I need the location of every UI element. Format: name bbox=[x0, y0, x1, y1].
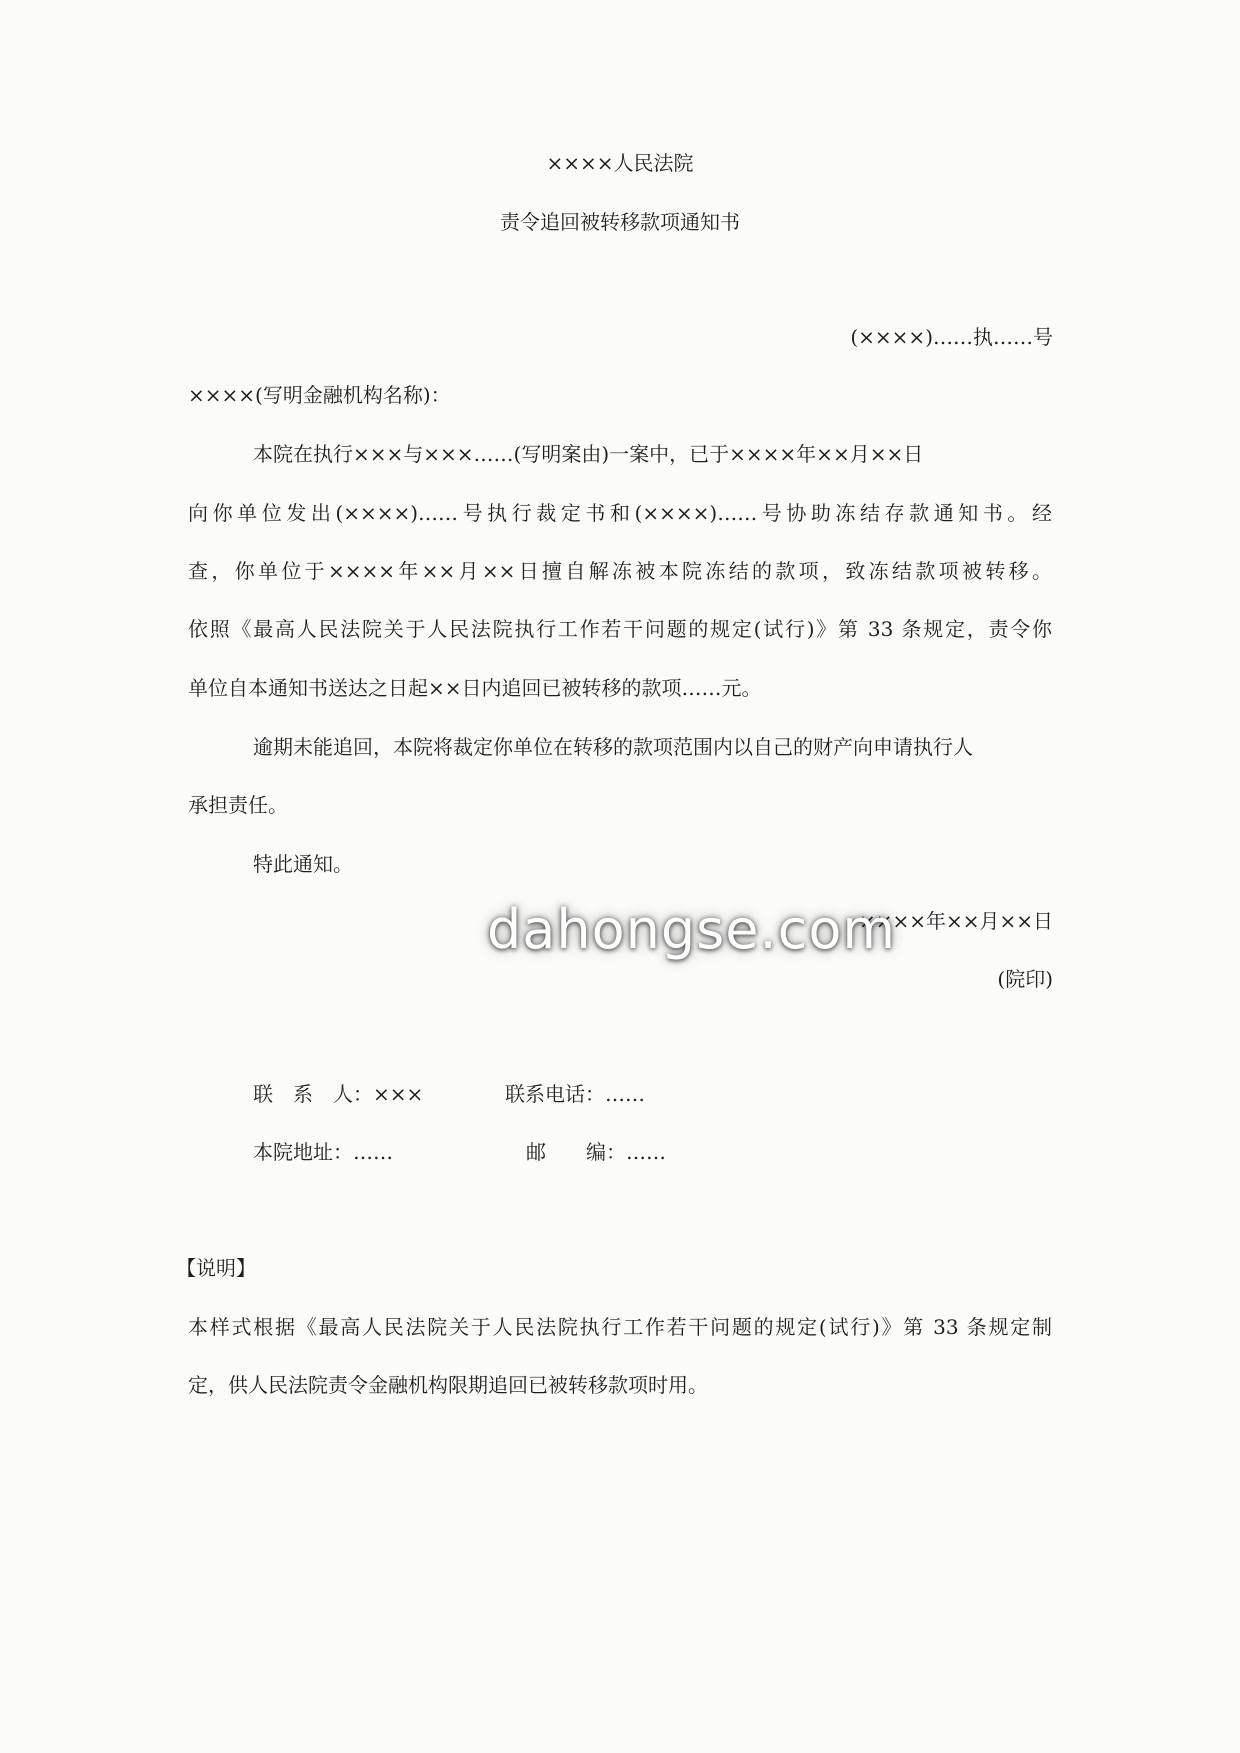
note-line: 定，供人民法院责令金融机构限期追回已被转移款项时用。 bbox=[188, 1373, 708, 1397]
paragraph1-line: 向你单位发出(××××)……号执行裁定书和(××××)……号协助冻结存款通知书。经 bbox=[188, 501, 1052, 525]
court-seal: (院印) bbox=[997, 967, 1053, 991]
postcode: 邮 编：…… bbox=[526, 1140, 666, 1164]
paragraph1-line: 单位自本通知书送达之日起××日内追回已被转移的款项……元。 bbox=[188, 676, 762, 700]
closing-text: 特此通知。 bbox=[253, 852, 353, 876]
paragraph2-line: 逾期未能追回，本院将裁定你单位在转移的款项范围内以自己的财产向申请执行人 bbox=[253, 735, 973, 759]
contact-phone: 联系电话：…… bbox=[505, 1082, 645, 1106]
court-address: 本院地址：…… bbox=[253, 1140, 393, 1164]
watermark: dahongse.com bbox=[487, 898, 896, 961]
note-line: 本样式根据《最高人民法院关于人民法院执行工作若干问题的规定(试行)》第 33 条规定制 bbox=[188, 1315, 1052, 1339]
contact-person: 联 系 人：××× bbox=[253, 1082, 424, 1106]
paragraph1-line: 依照《最高人民法院关于人民法院执行工作若干问题的规定(试行)》第 33 条规定，责令你 bbox=[188, 617, 1052, 641]
document-title: 责令追回被转移款项通知书 bbox=[500, 210, 740, 234]
court-name: ××××人民法院 bbox=[546, 151, 694, 175]
addressee: ××××(写明金融机构名称)： bbox=[188, 383, 451, 407]
paragraph1-line: 查，你单位于××××年××月××日擅自解冻被本院冻结的款项，致冻结款项被转移。 bbox=[188, 559, 1052, 583]
case-number: (××××)……执……号 bbox=[850, 325, 1053, 349]
paragraph1-line: 本院在执行×××与×××……(写明案由)一案中，已于××××年××月××日 bbox=[253, 442, 924, 466]
paragraph2-line: 承担责任。 bbox=[188, 793, 288, 817]
note-heading: 【说明】 bbox=[176, 1256, 256, 1280]
issue-date: ××××年××月××日 bbox=[858, 909, 1053, 933]
